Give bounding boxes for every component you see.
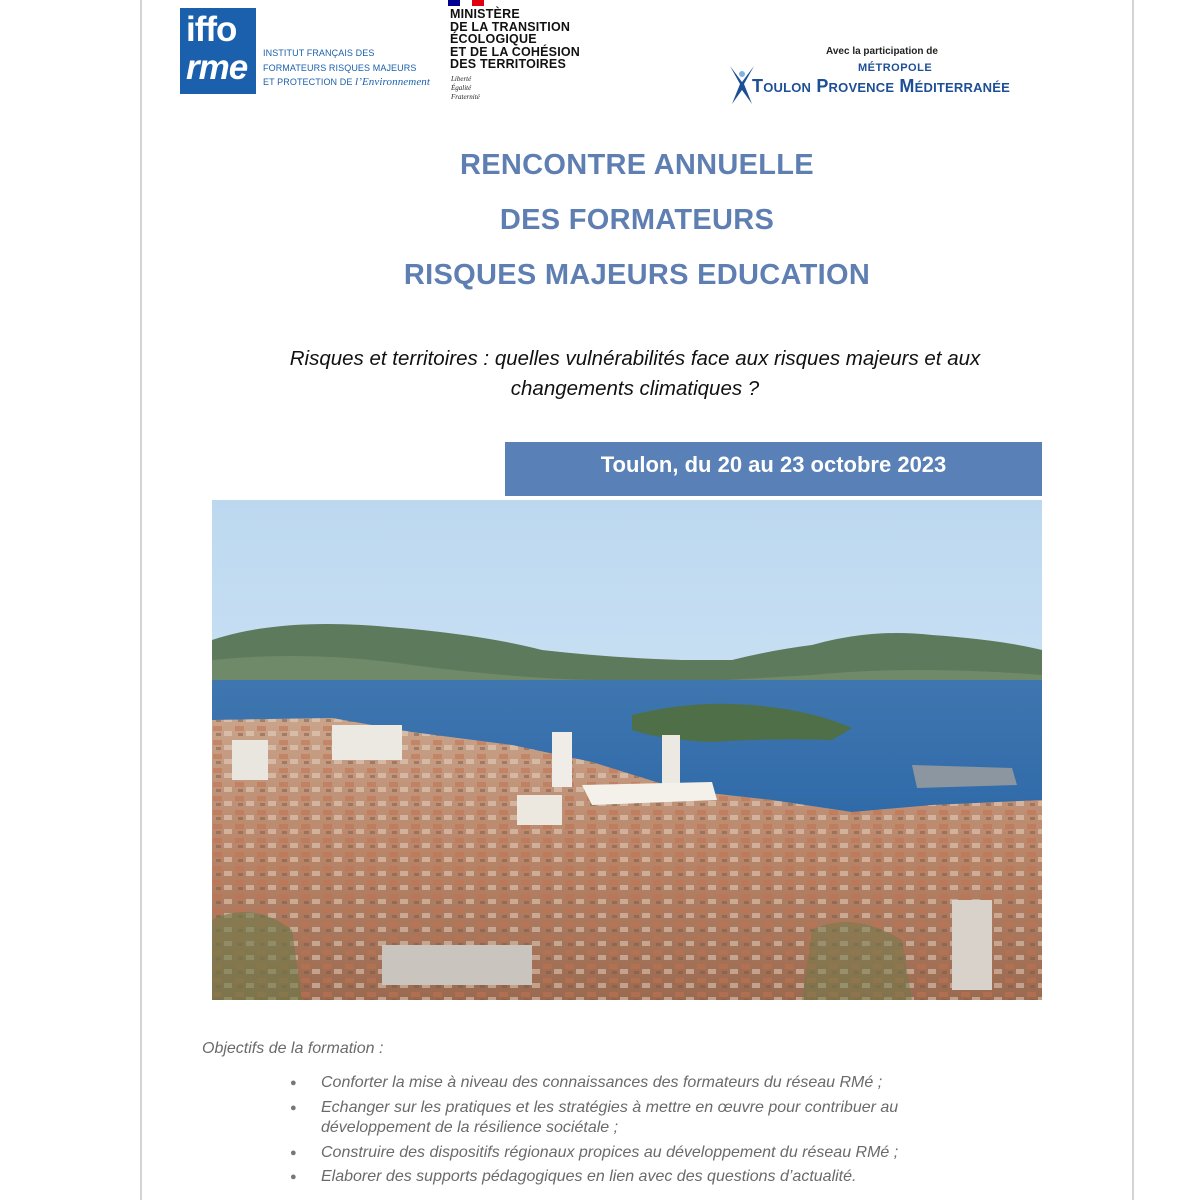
objective-text: développement de la résilience sociétale ; — [321, 1119, 619, 1136]
partner-line1: MÉTROPOLE — [858, 62, 933, 74]
iffo-name — [263, 46, 443, 90]
motto-egalite: Égalité — [451, 84, 472, 92]
partner-caption: Avec la participation de — [826, 46, 938, 57]
date-banner: Toulon, du 20 au 23 octobre 2023 — [505, 442, 1042, 496]
objectives-list — [290, 1073, 1010, 1192]
title-line2: DES FORMATEURS — [499, 204, 775, 236]
subtitle — [170, 344, 1100, 404]
title-line3: RISQUES MAJEURS EDUCATION — [403, 259, 871, 291]
iffo-rme-logo — [180, 8, 256, 94]
ministry-name-line: DE LA TRANSITION — [450, 19, 571, 34]
bullet-icon: ● — [290, 1077, 297, 1089]
ministry-name-line: MINISTÈRE — [450, 7, 520, 21]
ministry-name-line: ET DE LA COHÉSION — [450, 44, 581, 59]
french-flag-icon — [448, 0, 484, 6]
list-item — [290, 1143, 1010, 1164]
bullet-icon: ● — [290, 1146, 297, 1159]
ministry-motto — [451, 75, 480, 102]
ministry-name-line: DES TERRITOIRES — [450, 57, 566, 71]
harbour-illustration — [212, 500, 1042, 1000]
iffo-logo-line2: rme — [186, 48, 248, 87]
motto-liberte: Liberté — [451, 75, 472, 83]
iffo-name-line2: FORMATEURS RISQUES MAJEURS — [263, 62, 417, 73]
page-edge-right — [1132, 0, 1134, 1200]
iffo-logo-line1: iffo — [186, 10, 237, 49]
objective-text: Conforter la mise à niveau des connaissances des formateurs du réseau RMé ; — [321, 1074, 883, 1091]
flag-stripe-red — [472, 0, 484, 6]
title-line1: RENCONTRE ANNUELLE — [460, 149, 814, 181]
bullet-icon: ● — [290, 1171, 297, 1183]
iffo-name-environment: l’Environnement — [355, 76, 431, 88]
flag-stripe-white — [460, 0, 472, 6]
iffo-name-line3-prefix: ET PROTECTION DE — [263, 77, 356, 87]
subtitle-line1: Risques et territoires : quelles vulnérabilités face aux risques majeurs et aux — [289, 347, 981, 370]
objectives-heading: Objectifs de la formation : — [202, 1040, 384, 1057]
list-item — [290, 1167, 1010, 1188]
objective-text: Echanger sur les pratiques et les stratégies à mettre en œuvre pour contribuer au — [321, 1098, 899, 1116]
list-item — [290, 1073, 1010, 1094]
partner-line2: Toulon Provence Méditerranée — [752, 76, 1011, 96]
objective-text: Elaborer des supports pédagogiques en lien avec des questions d’actualité. — [321, 1168, 857, 1185]
flag-stripe-blue — [448, 0, 460, 6]
ministry-name-line: ÉCOLOGIQUE — [450, 32, 537, 46]
bullet-icon: ● — [290, 1101, 297, 1114]
iffo-name-line1: INSTITUT FRANÇAIS DES — [263, 48, 375, 58]
toulon-harbour-photo — [212, 500, 1042, 1000]
motto-fraternite: Fraternité — [451, 93, 480, 101]
page-title — [142, 138, 1132, 303]
list-item — [290, 1098, 1010, 1139]
ministry-name — [450, 8, 610, 71]
iffo-name-line3 — [263, 75, 443, 90]
subtitle-line2: changements climatiques ? — [510, 377, 760, 400]
objective-text: Construire des dispositifs régionaux propices au développement du réseau RMé ; — [321, 1143, 899, 1161]
